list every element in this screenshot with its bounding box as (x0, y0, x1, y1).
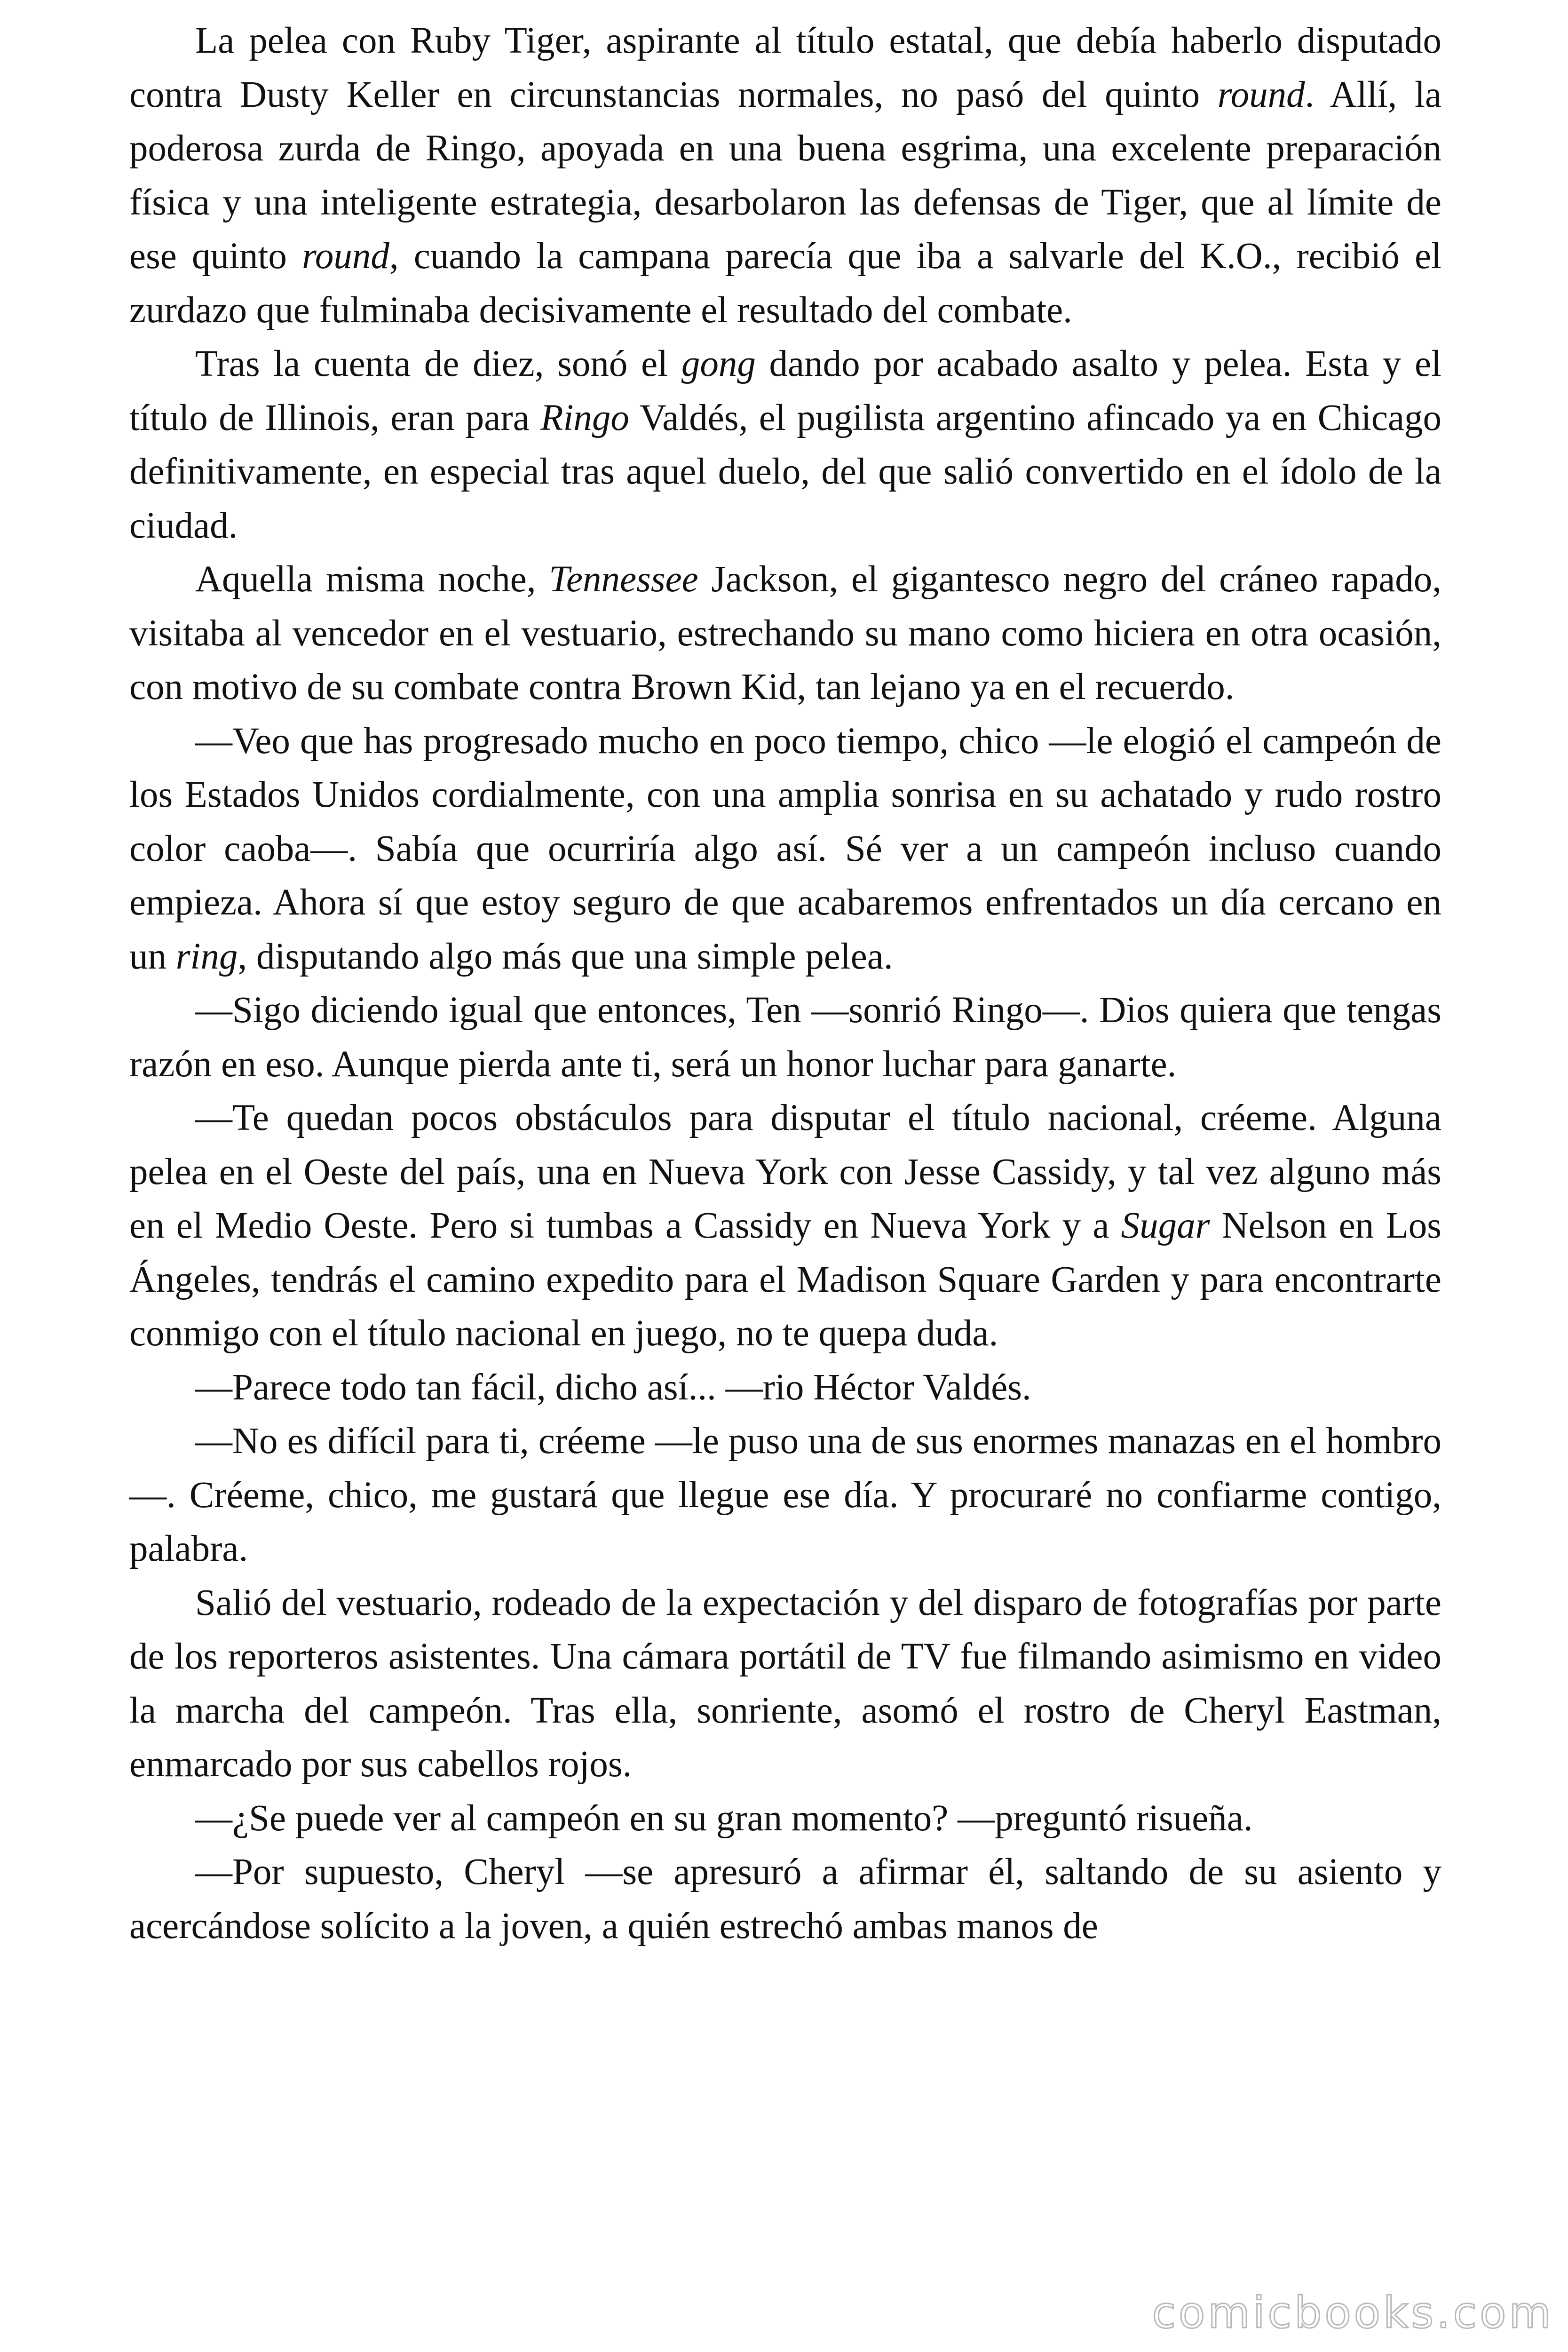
paragraph (129, 1576, 1441, 1792)
paragraph (129, 1361, 1441, 1415)
text-run: Valdés, el pugilista argentino afincado ya en Chicago definitivamente, en especial tras aquel duelo, del que salió convertido en el ídolo de la ciudad. (129, 397, 1442, 546)
text-run: dando por acabado asalto y pelea. Esta y el título de Illinois, eran para (129, 343, 1442, 438)
paragraph (129, 984, 1441, 1091)
text-run: —Veo que has progresado mucho en poco tiempo, chico —le elogió el campeón de los Estados Unidos cordialmente, con una amplia sonrisa en su achatado y rudo rostro color caoba—. Sabía que ocurriría algo así. Sé ver a un campeón incluso cuando empieza. Ahora sí que estoy seguro de que acabaremos enfrentados un día cercano en un (129, 720, 1441, 977)
watermark-logo: comicbooks.com (1152, 2288, 1554, 2338)
italic-text: Sugar (1121, 1205, 1210, 1246)
text-run: La pelea con Ruby Tiger, aspirante al título estatal, que debía haberlo disputado contra Dusty Keller en circunstancias normales, no pasó del quinto (129, 20, 1441, 115)
text-run: —Te quedan pocos obstáculos para disputar el título nacional, créeme. Alguna pelea en el Oeste del país, una en Nueva York con Jesse Cassidy, y tal vez alguno más en el Medio Oeste. Pero si tumbas a Cassidy en Nueva York y a (129, 1097, 1441, 1246)
paragraph (129, 553, 1441, 715)
text-run: —Parece todo tan fácil, dicho así... —rio Héctor Valdés. (195, 1367, 1031, 1408)
text-run: Aquella misma noche, (195, 559, 549, 600)
italic-text: round (302, 236, 389, 277)
text-run: Jackson, el gigantesco negro del cráneo rapado, visitaba al vencedor en el vestuario, estrechando su mano como hiciera en otra ocasión, con motivo de su combate contra Brown Kid, tan lejano ya en el recuerdo. (129, 559, 1442, 707)
text-run: . Allí, la poderosa zurda de Ringo, apoyada en una buena esgrima, una excelente preparación física y una inteligente estrategia, desarbolaron las defensas de Tiger, que al límite de ese quinto (129, 74, 1441, 277)
paragraph (129, 1845, 1441, 1953)
paragraph (129, 715, 1441, 984)
italic-text: Ringo (540, 397, 629, 438)
text-run: Salió del vestuario, rodeado de la expectación y del disparo de fotografías por parte de los reporteros asistentes. Una cámara portátil de TV fue filmando asimismo en video la marcha del campeón. Tras ella, sonriente, asomó el rostro de Cheryl Eastman, enmarcado por sus cabellos rojos. (129, 1582, 1441, 1785)
text-run: —No es difícil para ti, créeme —le puso una de sus enormes manazas en el hombro—. Créeme, chico, me gustará que llegue ese día. Y procuraré no confiarme contigo, palabra. (129, 1421, 1441, 1569)
paragraph (129, 1091, 1441, 1361)
paragraph (129, 337, 1441, 553)
text-run: —Sigo diciendo igual que entonces, Ten —sonrió Ringo—. Dios quiera que tengas razón en eso. Aunque pierda ante ti, será un honor luchar para ganarte. (129, 990, 1441, 1085)
italic-text: round (1217, 74, 1305, 115)
paragraph (129, 14, 1441, 337)
text-run: Tras la cuenta de diez, sonó el (195, 343, 681, 384)
paragraph (129, 1414, 1441, 1576)
text-run: —¿Se puede ver al campeón en su gran momento? —preguntó risueña. (195, 1797, 1253, 1839)
italic-text: Tennessee (549, 559, 698, 600)
text-run: , cuando la campana parecía que iba a salvarle del K.O., recibió el zurdazo que fulminaba decisivamente el resultado del combate. (129, 236, 1441, 331)
text-run: , disputando algo más que una simple pelea. (238, 936, 893, 977)
book-page-text (129, 14, 1441, 1953)
paragraph (129, 1792, 1441, 1846)
text-run: —Por supuesto, Cheryl —se apresuró a afirmar él, saltando de su asiento y acercándose solícito a la joven, a quién estrechó ambas manos de (129, 1851, 1441, 1947)
text-run: Nelson en Los Ángeles, tendrás el camino expedito para el Madison Square Garden y para encontrarte conmigo con el título nacional en juego, no te quepa duda. (129, 1205, 1441, 1354)
italic-text: gong (681, 343, 756, 384)
italic-text: ring (175, 936, 238, 977)
